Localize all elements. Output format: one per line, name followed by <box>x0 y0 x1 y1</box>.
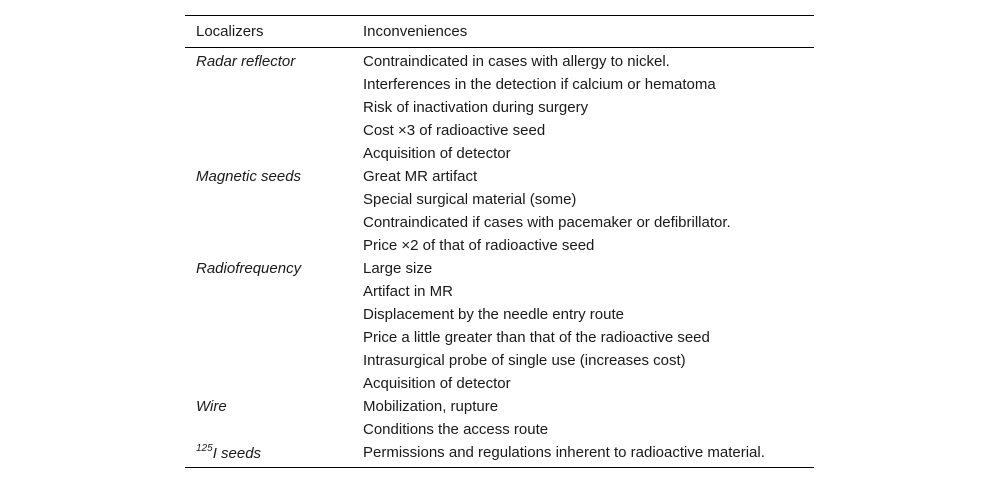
localizer-cell <box>185 326 352 349</box>
inconvenience-cell: Large size <box>363 260 433 277</box>
inconvenience-cell: Permissions and regulations inherent to radioactive material. <box>352 441 814 468</box>
table-row <box>185 303 814 326</box>
localizer-cell <box>185 303 352 326</box>
inconvenience-cell: Risk of inactivation during surgery <box>363 99 589 116</box>
table-row <box>185 372 814 395</box>
table-row <box>185 142 814 165</box>
inconvenience-cell: Special surgical material (some) <box>363 191 577 208</box>
localizer-cell <box>185 142 352 165</box>
localizer-cell <box>185 372 352 395</box>
localizer-cell <box>185 418 352 441</box>
table-row <box>185 73 814 96</box>
table-row <box>185 395 814 418</box>
isotope-superscript: 125 <box>196 442 213 454</box>
table-row <box>185 326 814 349</box>
inconvenience-cell: Cost ×3 of radioactive seed <box>363 122 546 139</box>
table-row <box>185 418 814 441</box>
localizers-table <box>185 15 814 468</box>
table-row <box>185 257 814 280</box>
localizer-cell: Wire <box>196 398 227 415</box>
inconvenience-cell: Interferences in the detection if calcium or hematoma <box>363 76 716 93</box>
localizer-cell <box>185 211 352 234</box>
table-row <box>185 441 814 468</box>
inconvenience-cell: Artifact in MR <box>363 283 454 300</box>
localizer-cell <box>185 234 352 257</box>
table-row <box>185 349 814 372</box>
inconvenience-cell: Mobilization, rupture <box>363 398 499 415</box>
localizer-cell <box>185 280 352 303</box>
table-row <box>185 48 814 74</box>
table-row <box>185 234 814 257</box>
inconvenience-cell: Acquisition of detector <box>363 145 511 162</box>
table-row <box>185 165 814 188</box>
table-row <box>185 211 814 234</box>
localizer-cell: Magnetic seeds <box>196 168 302 185</box>
table-row <box>185 280 814 303</box>
localizer-cell <box>185 119 352 142</box>
localizer-cell <box>185 441 352 468</box>
inconvenience-cell: Contraindicated if cases with pacemaker or defibrillator. <box>363 214 731 231</box>
inconvenience-cell: Intrasurgical probe of single use (increases cost) <box>363 352 686 369</box>
header-inconveniences: Inconveniences <box>352 16 814 48</box>
localizer-cell: Radar reflector <box>196 53 296 70</box>
inconvenience-cell: Conditions the access route <box>363 421 549 438</box>
localizer-cell <box>185 188 352 211</box>
inconvenience-cell: Contraindicated in cases with allergy to nickel. <box>363 53 670 70</box>
inconvenience-cell: Great MR artifact <box>363 168 478 185</box>
localizer-cell: Radiofrequency <box>196 260 302 277</box>
header-localizers: Localizers <box>185 16 352 48</box>
inconvenience-cell: Price ×2 of that of radioactive seed <box>363 237 595 254</box>
localizer-cell <box>185 73 352 96</box>
localizer-label: I seeds <box>212 444 262 462</box>
localizers-table-container <box>185 15 814 468</box>
table-header-row <box>185 16 814 48</box>
inconvenience-cell: Acquisition of detector <box>363 375 511 392</box>
table-row <box>185 188 814 211</box>
localizer-cell <box>185 96 352 119</box>
table-row <box>185 96 814 119</box>
localizer-cell <box>185 349 352 372</box>
table-row <box>185 119 814 142</box>
inconvenience-cell: Displacement by the needle entry route <box>363 306 624 323</box>
inconvenience-cell: Price a little greater than that of the radioactive seed <box>363 329 710 346</box>
